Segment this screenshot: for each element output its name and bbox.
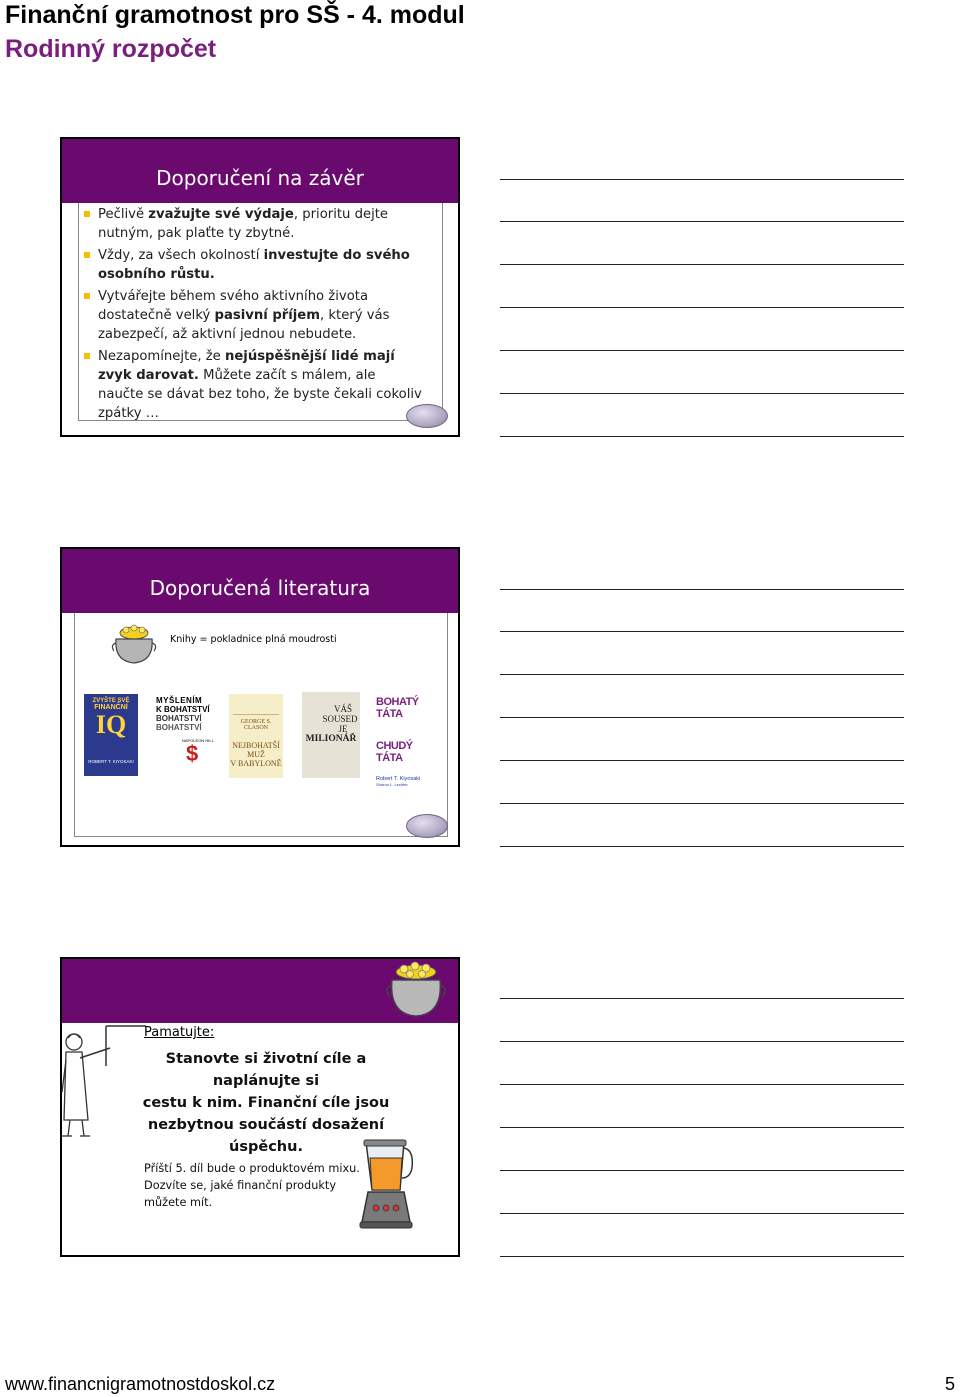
- book-cover-bohaty-tata: [376, 694, 434, 787]
- coin-icon: [406, 814, 448, 838]
- book-line: Robert T. Kiyosaki: [376, 776, 421, 782]
- remember-label: Pamatujte:: [144, 1025, 215, 1040]
- book-line: IQ: [95, 710, 127, 739]
- slide-caption: Knihy = pokladnice plná moudrosti: [170, 634, 337, 645]
- note-line: [500, 350, 904, 351]
- bullet-text: , prioritu dejte nutným, pak plaťte ty zbytné.: [98, 207, 389, 241]
- bullet-item: [84, 205, 424, 243]
- book-line: BOHATÝ TÁTA: [376, 696, 419, 720]
- bullet-text: , který vás zabezpečí, až aktivní jednou nebudete.: [98, 308, 390, 342]
- note-line: [500, 998, 904, 999]
- note-line: [500, 264, 904, 265]
- pot-of-gold-icon: [384, 958, 448, 1020]
- footer-url: www.financnigramotnostdoskol.cz: [5, 1374, 276, 1394]
- book-line: SOUSED: [322, 714, 358, 724]
- book-line: FINANČNÍ: [94, 704, 128, 711]
- book-line: CHUDÝ TÁTA: [376, 740, 413, 764]
- note-line: [500, 1041, 904, 1042]
- book-line: MILIONÁŘ: [305, 734, 357, 744]
- book-decor: BOHATSTVÍ: [156, 723, 202, 732]
- note-line: [500, 589, 904, 590]
- note-line: [500, 1256, 904, 1257]
- book-line: $: [186, 741, 199, 766]
- slide-header: [62, 139, 458, 203]
- note-line: [500, 631, 904, 632]
- coin-icon: [406, 404, 448, 428]
- bullet-emphasis: investujte do svého osobního růstu.: [98, 248, 410, 282]
- note-line: [500, 717, 904, 718]
- note-line: [500, 221, 904, 222]
- next-episode-note: [144, 1160, 360, 1211]
- note-line: [500, 1213, 904, 1214]
- remember-line: cestu k nim. Finanční cíle jsou: [142, 1095, 390, 1111]
- bullet-emphasis: pasivní příjem: [214, 308, 320, 323]
- book-decor: BOHATSTVÍ: [156, 714, 202, 723]
- book-cover-nejbohatsi-muz: [229, 694, 283, 778]
- bullet-text: Nezapomínejte, že: [98, 349, 225, 364]
- book-line: NAPOLEON HILL: [182, 738, 214, 743]
- note-line: [500, 803, 904, 804]
- bullet-text: Vždy, za všech okolností: [98, 248, 264, 263]
- book-line: GEORGE S. CLASON: [240, 719, 272, 731]
- bullet-item: [84, 347, 424, 423]
- note-line: [500, 674, 904, 675]
- book-decor: [233, 700, 279, 715]
- slide-doporuceni: [60, 137, 460, 437]
- next-line: Dozvíte se, jaké finanční produkty: [144, 1179, 337, 1192]
- note-line: [500, 436, 904, 437]
- note-line: [500, 760, 904, 761]
- document-title: Finanční gramotnost pro SŠ - 4. modul: [5, 1, 465, 29]
- slide-title: Doporučená literatura: [149, 576, 371, 600]
- bullet-list: [84, 205, 424, 426]
- book-cover-financni-iq: [84, 694, 138, 776]
- note-line: [500, 307, 904, 308]
- note-line: [500, 179, 904, 180]
- pot-of-gold-icon: [110, 621, 158, 667]
- bullet-emphasis: zvažujte své výdaje: [148, 207, 294, 222]
- bullet-text: Pečlivě: [98, 207, 149, 222]
- book-line: VÁŠ: [333, 704, 352, 714]
- bullet-item: [84, 287, 424, 344]
- book-line: NEJBOHATŠÍ: [232, 741, 280, 750]
- book-line: ROBERT T. KIYOSAKI: [88, 759, 134, 764]
- book-line: JE: [338, 724, 348, 734]
- document-subtitle: Rodinný rozpočet: [5, 35, 217, 63]
- note-line: [500, 1127, 904, 1128]
- book-cover-myslenim-k-bohatstvi: [156, 694, 214, 778]
- note-line: [500, 1170, 904, 1171]
- book-line: V BABYLONĚ: [230, 759, 282, 768]
- blender-icon: [356, 1138, 416, 1232]
- remember-line: Stanovte si životní cíle a naplánujte si: [165, 1051, 367, 1089]
- bullet-text: Vytvářejte během svého aktivního života dostatečně velký: [98, 289, 369, 323]
- book-line: MUŽ: [247, 750, 265, 759]
- next-line: Příští 5. díl bude o produktovém mixu.: [144, 1162, 360, 1175]
- slide-header: [62, 549, 458, 613]
- bullet-item: [84, 246, 424, 284]
- book-line: Sharon L. Lechter: [376, 782, 408, 787]
- bullet-emphasis: nejúspěšnější lidé mají zvyk darovat.: [98, 349, 395, 383]
- book-line: ZVYŠTE SVÉ: [92, 698, 130, 704]
- book-cover-vas-soused-je-milionar: [302, 692, 360, 778]
- remember-line: nezbytnou součástí dosažení úspěchu.: [147, 1117, 385, 1155]
- slide-title: Doporučení na závěr: [156, 166, 364, 190]
- book-line: MYŠLENÍM: [156, 696, 203, 705]
- book-line: K BOHATSTVÍ: [156, 705, 210, 714]
- note-line: [500, 393, 904, 394]
- next-line: můžete mít.: [144, 1196, 213, 1209]
- note-line: [500, 846, 904, 847]
- page-number: 5: [944, 1374, 955, 1394]
- note-line: [500, 1084, 904, 1085]
- bullet-text: Můžete začít s málem, ale naučte se dávat bez toho, že byste čekali cokoliv zpátky …: [98, 368, 422, 421]
